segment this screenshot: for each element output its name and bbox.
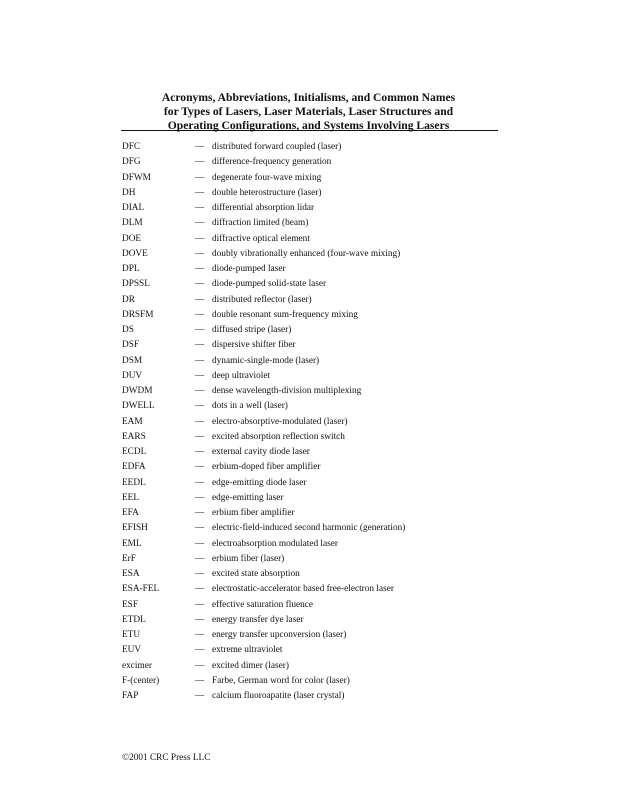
acronym-definition: electrostatic-accelerator based free-electron laser (212, 584, 394, 595)
list-item (122, 689, 522, 704)
acronym-term: ErF (122, 553, 136, 564)
list-item (122, 293, 522, 308)
acronym-definition: energy transfer dye laser (212, 614, 304, 625)
copyright-footer: ©2001 CRC Press LLC (122, 753, 211, 763)
acronym-definition: excited dimer (laser) (212, 660, 289, 671)
em-dash-separator: — (195, 553, 205, 564)
em-dash-separator: — (195, 248, 205, 259)
list-item (122, 460, 522, 475)
em-dash-separator: — (195, 599, 205, 610)
em-dash-separator: — (195, 187, 205, 198)
acronym-definition: electric-field-induced second harmonic (generation) (212, 523, 406, 534)
em-dash-separator: — (195, 416, 205, 427)
acronym-definition: deep ultraviolet (212, 370, 271, 381)
acronym-term: F-(center) (122, 675, 160, 686)
acronym-term: DOVE (122, 248, 148, 259)
em-dash-separator: — (195, 325, 205, 336)
page-title (0, 91, 617, 133)
acronym-term: EDFA (122, 462, 146, 473)
list-item (122, 216, 522, 231)
list-item (122, 537, 522, 552)
em-dash-separator: — (195, 523, 205, 534)
list-item (122, 262, 522, 277)
acronym-list (122, 140, 522, 704)
acronym-term: ETU (122, 630, 141, 641)
acronym-definition: double resonant sum-frequency mixing (212, 309, 358, 320)
acronym-term: DWELL (122, 401, 155, 412)
acronym-definition: diffractive optical element (212, 233, 310, 244)
em-dash-separator: — (195, 264, 205, 275)
acronym-definition: excited absorption reflection switch (212, 431, 345, 442)
em-dash-separator: — (195, 538, 205, 549)
acronym-term: excimer (122, 660, 152, 671)
em-dash-separator: — (195, 660, 205, 671)
list-item (122, 155, 522, 170)
acronym-term: DFC (122, 142, 141, 153)
em-dash-separator: — (195, 370, 205, 381)
acronym-definition: diode-pumped laser (212, 264, 286, 275)
acronym-term: EEDL (122, 477, 146, 488)
em-dash-separator: — (195, 340, 205, 351)
acronym-definition: extreme ultraviolet (212, 645, 283, 656)
acronym-definition: dots in a well (laser) (212, 401, 288, 412)
list-item (122, 140, 522, 155)
acronym-definition: erbium-doped fiber amplifier (212, 462, 321, 473)
em-dash-separator: — (195, 584, 205, 595)
acronym-term: DFWM (122, 172, 151, 183)
em-dash-separator: — (195, 142, 205, 153)
em-dash-separator: — (195, 233, 205, 244)
list-item (122, 323, 522, 338)
acronym-term: ECDL (122, 447, 147, 458)
title-rule (121, 130, 498, 131)
acronym-definition: edge-emitting diode laser (212, 477, 307, 488)
list-item (122, 201, 522, 216)
em-dash-separator: — (195, 157, 205, 168)
title-line: Acronyms, Abbreviations, Initialisms, and Common Names (161, 91, 456, 104)
em-dash-separator: — (195, 172, 205, 183)
acronym-term: EFISH (122, 523, 148, 534)
list-item (122, 659, 522, 674)
em-dash-separator: — (195, 447, 205, 458)
em-dash-separator: — (195, 492, 205, 503)
list-item (122, 628, 522, 643)
acronym-term: EML (122, 538, 142, 549)
acronym-term: DFG (122, 157, 141, 168)
acronym-definition: diffused stripe (laser) (212, 325, 292, 336)
list-item (122, 338, 522, 353)
acronym-definition: differential absorption lidar (212, 203, 315, 214)
acronym-term: EEL (122, 492, 140, 503)
acronym-term: DIAL (122, 203, 145, 214)
list-item (122, 582, 522, 597)
list-item (122, 171, 522, 186)
acronym-definition: calcium fluoroapatite (laser crystal) (212, 691, 345, 702)
em-dash-separator: — (195, 401, 205, 412)
em-dash-separator: — (195, 630, 205, 641)
list-item (122, 598, 522, 613)
acronym-term: DUV (122, 370, 143, 381)
acronym-term: DR (122, 294, 135, 305)
em-dash-separator: — (195, 675, 205, 686)
em-dash-separator: — (195, 309, 205, 320)
list-item (122, 247, 522, 262)
acronym-definition: distributed forward coupled (laser) (212, 142, 342, 153)
acronym-definition: electro-absorptive-modulated (laser) (212, 416, 348, 427)
acronym-definition: difference-frequency generation (212, 157, 332, 168)
acronym-definition: erbium fiber amplifier (212, 508, 295, 519)
list-item (122, 567, 522, 582)
em-dash-separator: — (195, 218, 205, 229)
acronym-term: EAM (122, 416, 143, 427)
acronym-definition: distributed reflector (laser) (212, 294, 312, 305)
list-item (122, 521, 522, 536)
acronym-term: DWDM (122, 386, 153, 397)
acronym-definition: effective saturation fluence (212, 599, 314, 610)
acronym-definition: degenerate four-wave mixing (212, 172, 322, 183)
list-item (122, 399, 522, 414)
acronym-term: DLM (122, 218, 143, 229)
list-item (122, 384, 522, 399)
acronym-definition: dispersive shifter fiber (212, 340, 296, 351)
acronym-definition: diffraction limited (beam) (212, 218, 309, 229)
em-dash-separator: — (195, 431, 205, 442)
acronym-term: EARS (122, 431, 146, 442)
acronym-term: EFA (122, 508, 139, 519)
em-dash-separator: — (195, 203, 205, 214)
acronym-definition: excited state absorption (212, 569, 300, 580)
em-dash-separator: — (195, 294, 205, 305)
list-item (122, 552, 522, 567)
acronym-definition: double heterostructure (laser) (212, 187, 322, 198)
em-dash-separator: — (195, 462, 205, 473)
em-dash-separator: — (195, 645, 205, 656)
acronym-term: ESF (122, 599, 139, 610)
acronym-term: ETDL (122, 614, 146, 625)
list-item (122, 506, 522, 521)
acronym-term: DS (122, 325, 134, 336)
list-item (122, 613, 522, 628)
acronym-definition: diode-pumped solid-state laser (212, 279, 327, 290)
list-item (122, 232, 522, 247)
title-line: for Types of Lasers, Laser Materials, Laser Structures and (163, 105, 454, 118)
acronym-term: DPL (122, 264, 140, 275)
acronym-term: ESA (122, 569, 140, 580)
acronym-definition: dense wavelength-division multiplexing (212, 386, 362, 397)
acronym-term: EUV (122, 645, 142, 656)
list-item (122, 308, 522, 323)
acronym-definition: external cavity diode laser (212, 447, 310, 458)
acronym-definition: erbium fiber (laser) (212, 553, 285, 564)
em-dash-separator: — (195, 569, 205, 580)
em-dash-separator: — (195, 355, 205, 366)
em-dash-separator: — (195, 386, 205, 397)
acronym-term: DRSFM (122, 309, 154, 320)
list-item (122, 369, 522, 384)
em-dash-separator: — (195, 691, 205, 702)
acronym-term: FAP (122, 691, 139, 702)
list-item (122, 186, 522, 201)
acronym-term: DH (122, 187, 136, 198)
acronym-definition: dynamic-single-mode (laser) (212, 355, 320, 366)
list-item (122, 445, 522, 460)
title-line: Operating Configurations, and Systems Involving Lasers (167, 119, 450, 132)
acronym-term: DPSSL (122, 279, 150, 290)
acronym-term: DOE (122, 233, 142, 244)
acronym-term: ESA-FEL (122, 584, 160, 595)
acronym-definition: electroabsorption modulated laser (212, 538, 338, 549)
acronym-definition: energy transfer upconversion (laser) (212, 630, 347, 641)
em-dash-separator: — (195, 508, 205, 519)
list-item (122, 354, 522, 369)
list-item (122, 415, 522, 430)
list-item (122, 643, 522, 658)
list-item (122, 277, 522, 292)
em-dash-separator: — (195, 614, 205, 625)
acronym-term: DSM (122, 355, 143, 366)
em-dash-separator: — (195, 477, 205, 488)
list-item (122, 491, 522, 506)
acronym-definition: Farbe, German word for color (laser) (212, 675, 350, 686)
list-item (122, 430, 522, 445)
acronym-term: DSF (122, 340, 140, 351)
list-item (122, 674, 522, 689)
em-dash-separator: — (195, 279, 205, 290)
acronym-definition: doubly vibrationally enhanced (four-wave mixing) (212, 248, 401, 259)
acronym-definition: edge-emitting laser (212, 492, 284, 503)
list-item (122, 476, 522, 491)
